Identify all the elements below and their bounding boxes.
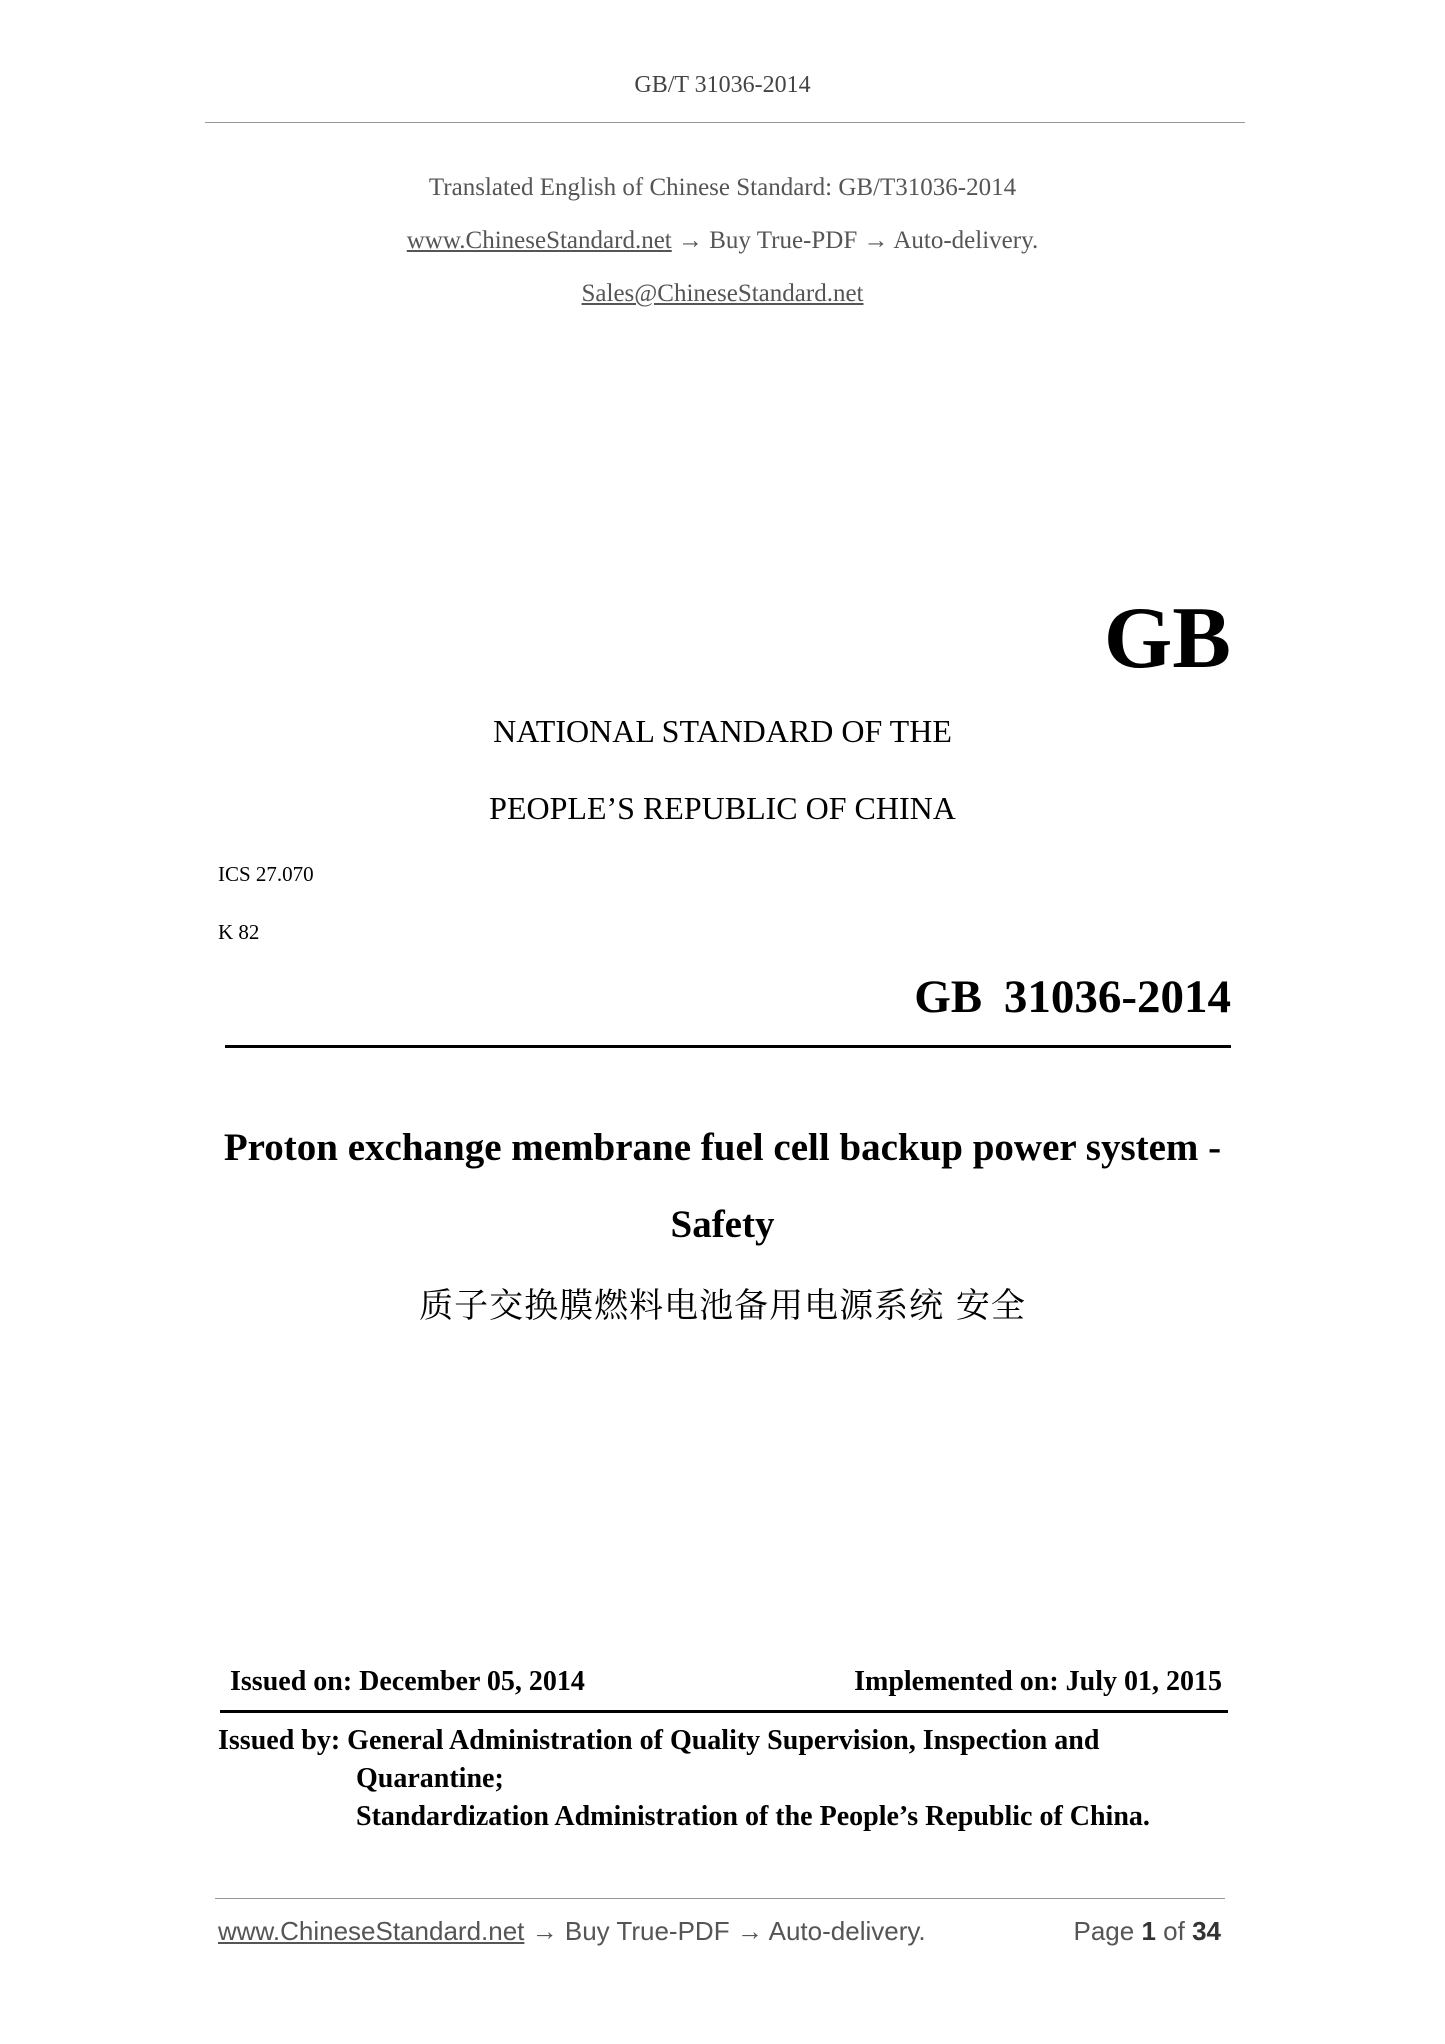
issued-by-block bbox=[218, 1722, 1150, 1836]
issued-on-date: Issued on: December 05, 2014 bbox=[230, 1666, 585, 1697]
footer-divider bbox=[215, 1898, 1225, 1899]
page-total: 34 bbox=[1192, 1916, 1221, 1946]
title-divider bbox=[225, 1045, 1231, 1048]
footer-buy-text: Buy True-PDF bbox=[564, 1916, 730, 1946]
implemented-on-date: Implemented on: July 01, 2015 bbox=[854, 1666, 1222, 1697]
page-current: 1 bbox=[1141, 1916, 1156, 1946]
issued-by-label: Issued by: bbox=[218, 1725, 341, 1756]
site-link[interactable]: www.ChineseStandard.net bbox=[406, 227, 672, 254]
page-label: Page bbox=[1073, 1916, 1135, 1946]
title-english-line2: Safety bbox=[670, 1203, 775, 1246]
title-chinese: 质子交换膜燃料电池备用电源系统 安全 bbox=[419, 1286, 1026, 1326]
footer-delivery-text: Auto-delivery. bbox=[768, 1916, 926, 1946]
title-english-line1: Proton exchange membrane fuel cell backup power system - bbox=[223, 1126, 1222, 1169]
issued-by-line1: General Administration of Quality Supervision, Inspection and bbox=[347, 1725, 1100, 1756]
dates-divider bbox=[220, 1710, 1228, 1713]
national-standard-heading: NATIONAL STANDARD OF THE bbox=[493, 713, 952, 749]
footer-links bbox=[218, 1916, 926, 1947]
arrow-right-icon: → bbox=[863, 227, 889, 254]
buy-text: Buy True-PDF bbox=[709, 227, 858, 254]
footer-site-link[interactable]: www.ChineseStandard.net bbox=[218, 1916, 525, 1946]
running-header: GB/T 31036-2014 bbox=[634, 72, 811, 98]
page-indicator bbox=[1073, 1916, 1221, 1947]
k-code: K 82 bbox=[218, 920, 260, 944]
sales-email-link[interactable]: Sales@ChineseStandard.net bbox=[581, 280, 864, 307]
issued-by-line3: Standardization Administration of the People’s Republic of China. bbox=[356, 1801, 1150, 1832]
of-label: of bbox=[1163, 1916, 1185, 1946]
standard-number: GB 31036-2014 bbox=[914, 971, 1231, 1023]
sales-line bbox=[0, 280, 1445, 308]
delivery-text: Auto-delivery. bbox=[893, 227, 1039, 254]
national-standard-subheading: PEOPLE’S REPUBLIC OF CHINA bbox=[489, 790, 956, 826]
buy-line bbox=[0, 227, 1445, 255]
arrow-right-icon: → bbox=[531, 1916, 558, 1946]
header-divider bbox=[205, 122, 1245, 123]
arrow-right-icon: → bbox=[678, 227, 703, 254]
arrow-right-icon: → bbox=[736, 1916, 763, 1946]
issued-by-row bbox=[218, 1722, 1150, 1760]
ics-code: ICS 27.070 bbox=[218, 862, 314, 886]
gb-logo: GB bbox=[1103, 590, 1231, 687]
issued-by-line2: Quarantine; bbox=[356, 1763, 504, 1794]
translated-notice: Translated English of Chinese Standard: GB/T31036-2014 bbox=[428, 174, 1017, 201]
